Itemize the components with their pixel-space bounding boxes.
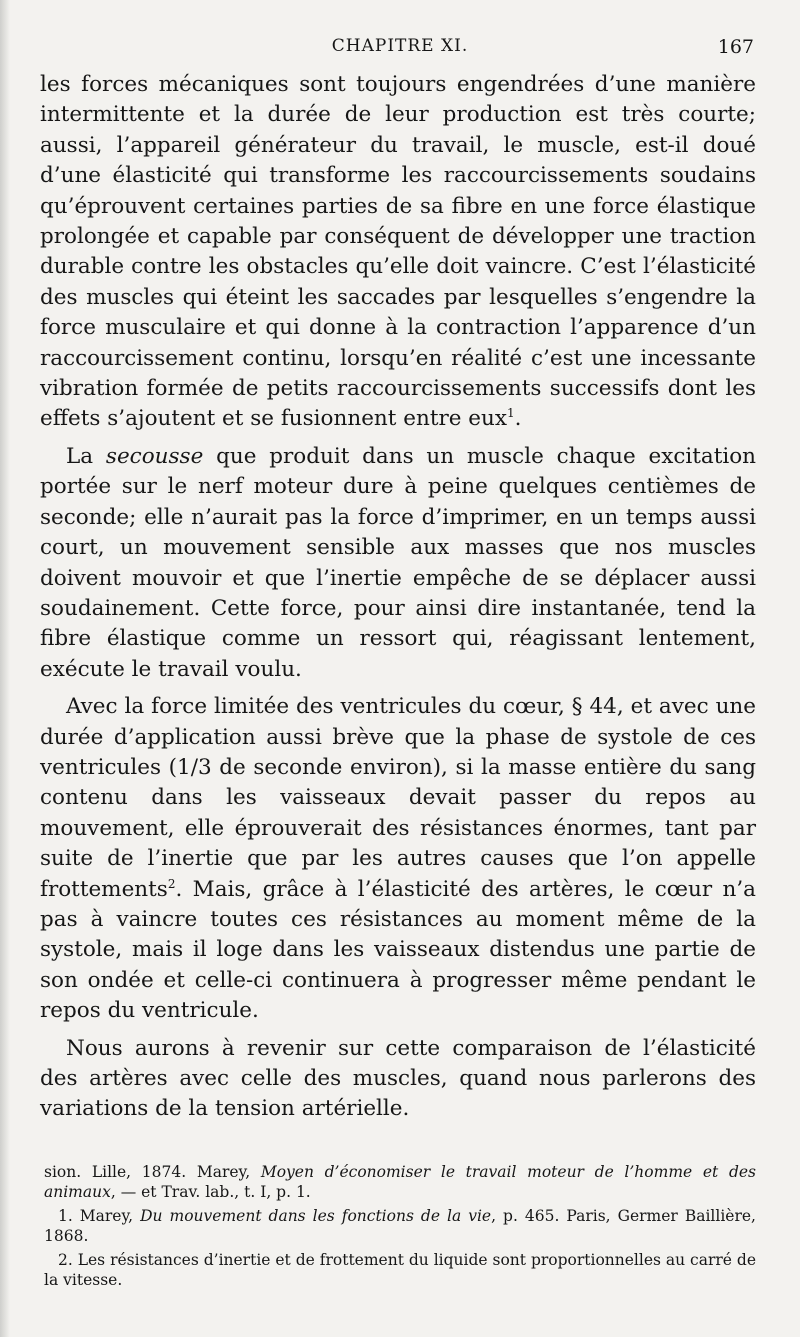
running-head: CHAPITRE XI.: [331, 36, 469, 56]
main-text: [40, 70, 756, 1125]
paragraph-3-text-2: . Mais, grâce à l’élasticité des artères, le cœur n’a pas à vaincre toutes ces résistances au moment même de la systole, mais il loge dans les vaisseaux distendus une partie de son ondée et celle-ci continuera à progresser même pendant le repos du ventricule.: [40, 876, 756, 1024]
paragraph-3-text: Avec la force limitée des ventricules du cœur, § 44, et avec une durée d’application aussi brève que la phase de systole de ces ventricules (1/3 de seconde environ), si la masse entière du sang contenu dans les vaisseaux devait passer du repos au mouvement, elle éprouverait des résistances énormes, tant par suite de l’inertie que par les autres causes que l’on appelle frottements: [40, 694, 756, 902]
footnote-ref-2: 2: [167, 876, 176, 891]
footnote-continuation-start: sion. Lille, 1874. Marey,: [44, 1163, 261, 1181]
footnote-1-end: , p. 465. Paris, Germer Baillière, 1868.: [44, 1207, 756, 1245]
paragraph-2: [40, 442, 756, 685]
footnote-continuation-end: , — et Trav. lab., t. I, p. 1.: [110, 1183, 311, 1201]
paragraph-4-text: Nous aurons à revenir sur cette comparaison de l’élasticité des artères avec celle des muscles, quand nous parlerons des variations de la tension artérielle.: [40, 1035, 756, 1122]
paragraph-3: [40, 692, 756, 1026]
footnote-continuation: [44, 1162, 756, 1202]
footnote-1-start: 1. Marey,: [58, 1207, 141, 1225]
paragraph-2-italic-term: secousse: [105, 443, 204, 469]
paragraph-1: [40, 70, 756, 435]
footnote-continuation-title: Moyen d’économiser le travail moteur de l’homme et des animaux: [44, 1163, 756, 1201]
paragraph-4: [40, 1034, 756, 1125]
footnote-1-title: Du mouvement dans les fonctions de la vie: [140, 1207, 492, 1225]
paragraph-2-start: La: [66, 443, 106, 469]
paragraph-1-text: les forces mécaniques sont toujours engendrées d’une manière intermittente et la durée de leur production est très courte; aussi, l’appareil générateur du travail, le muscle, est-il doué d’une élasticité qui transforme les raccourcissements soudains qu’éprouvent certaines parties de sa fibre en une force élastique prolongée et capable par conséquent de développer une traction durable contre les obstacles qu’elle doit vaincre. C’est l’élasticité des muscles qui éteint les saccades par lesquelles s’engendre la force musculaire et qui donne à la contraction l’apparence d’un raccourcissement continu, lorsqu’en réalité c’est une incessante vibration formée de petits raccourcissements successifs dont les effets s’ajoutent et se fusionnent entre eux: [40, 72, 756, 432]
footnote-1: [44, 1206, 756, 1246]
paragraph-2-rest: que produit dans un muscle chaque excitation portée sur le nerf moteur dure à peine quelques centièmes de seconde; elle n’aurait pas la force d’imprimer, en un temps aussi court, un mouvement sensible aux masses que nos muscles doivent mouvoir et que l’inertie empêche de se déplacer aussi soudainement. Cette force, pour ainsi dire instantanée, tend la fibre élastique comme un ressort qui, réagissant lentement, exécute le travail voulu.: [40, 443, 756, 682]
page-number: 167: [717, 36, 754, 58]
page-edge-shadow: [0, 0, 10, 1337]
footnote-ref-1: 1: [507, 406, 515, 421]
footnotes: [44, 1162, 756, 1294]
page-header: [40, 36, 760, 60]
footnote-2: 2. Les résistances d’inertie et de frottement du liquide sont proportionnelles au carré de la vitesse.: [44, 1251, 756, 1289]
paragraph-1-end: .: [514, 406, 522, 432]
